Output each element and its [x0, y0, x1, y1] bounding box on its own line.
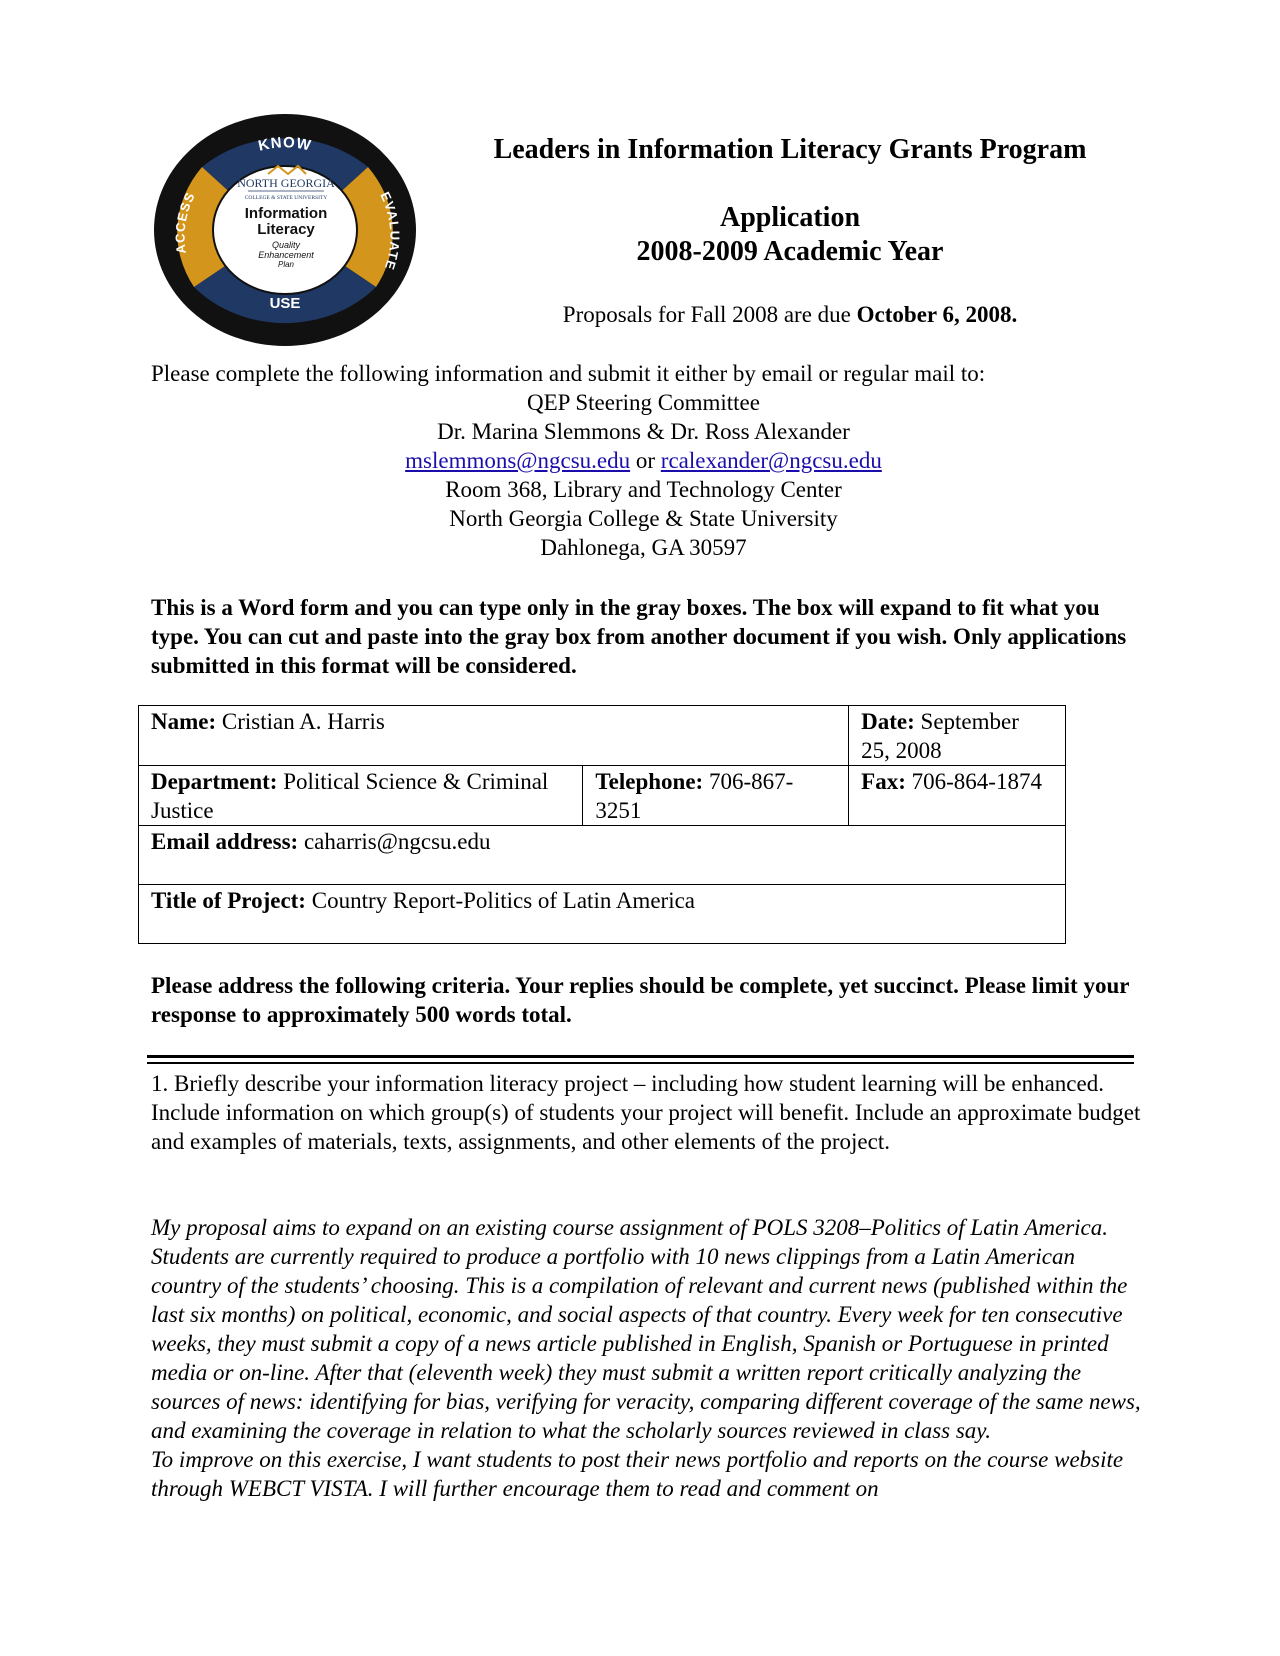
answer-1[interactable]: [151, 1213, 1141, 1503]
logo-word-evaluate: EVALUATE: [377, 189, 403, 273]
telephone-cell[interactable]: [583, 766, 849, 826]
room-line: Room 368, Library and Technology Center: [445, 477, 842, 502]
due-prefix: Proposals for Fall 2008 are due: [562, 302, 857, 327]
contact-emails: [151, 446, 1136, 475]
city-line: Dahlonega, GA 30597: [540, 535, 747, 560]
logo-word-know: KNOW: [256, 134, 314, 155]
answer-paragraph-1: My proposal aims to expand on an existing course assignment of POLS 3208–Politics of Latin America. Students are currently required to produce a portfolio with 10 news clippings from a Latin American country of the students’ choosing. This is a compilation of relevant and current news (published within the last six months) on political, economic, and social aspects of that country. Every week for ten consecutive weeks, they must submit a copy of a news article published in English, Spanish or Portuguese in printed media or on-line. After that (eleventh week) they must submit a written report critically analyzing the sources of news: identifying for bias, verifying for veracity, comparing different coverage of the same news, and examining the coverage in relation to what the scholarly sources reviewed in class say.: [151, 1215, 1141, 1443]
project-title-cell[interactable]: [139, 885, 1066, 944]
form-notice: This is a Word form and you can type only in the gray boxes. The box will expand to fit what you type. You can cut and paste into the gray box from another document if you wish. Only applications submitted in this format will be considered.: [151, 595, 1127, 678]
name-cell[interactable]: [139, 706, 849, 766]
name-label: Name:: [151, 709, 217, 734]
logo-center-line2: Literacy: [257, 221, 315, 238]
applicant-info-table: [138, 705, 1066, 944]
department-value: Political Science & Criminal Justice: [151, 769, 549, 823]
logo-word-access: ACCESS: [172, 189, 198, 255]
logo-center-line1: Information: [244, 205, 328, 222]
application-heading: Application: [719, 202, 861, 233]
logo-plan-line3: Plan: [277, 260, 295, 269]
email-link-alexander[interactable]: rcalexander@ngcsu.edu: [660, 448, 882, 473]
logo-plan-line1: Quality: [271, 240, 301, 250]
qep-logo: [150, 112, 420, 348]
program-title: Leaders in Information Literacy Grants Program: [493, 134, 1087, 165]
answer-paragraph-2: To improve on this exercise, I want students to post their news portfolio and reports on the course website through WEBCT VISTA. I will further encourage them to read and comment on: [151, 1447, 1124, 1501]
department-label: Department:: [151, 769, 278, 794]
telephone-value: 706-867-3251: [595, 769, 794, 823]
due-date: October 6, 2008.: [856, 302, 1018, 327]
date-cell[interactable]: [849, 706, 1066, 766]
fax-value: 706-864-1874: [905, 769, 1042, 794]
logo-plan-line2: Enhancement: [258, 250, 314, 260]
logo-word-use: USE: [269, 295, 301, 312]
email-label: Email address:: [151, 829, 299, 854]
question-1: 1. Briefly describe your information literacy project – including how student learning will be enhanced. Include information on which group(s) of students your project will benefit. Include an approximate budget and examples of materials, texts, assignments, and other elements of the project.: [151, 1071, 1141, 1154]
email-separator: or: [630, 448, 661, 473]
project-title-label: Title of Project:: [151, 888, 306, 913]
submission-instructions: Please complete the following information and submit it either by email or regular mail to:: [151, 361, 986, 386]
project-title-value: Country Report-Politics of Latin America: [305, 888, 695, 913]
due-date-line: [430, 302, 1150, 328]
email-value: caharris@ngcsu.edu: [298, 829, 491, 854]
logo-graphic: [150, 112, 420, 348]
section-divider-thick: [147, 1055, 1134, 1058]
email-link-slemmons[interactable]: mslemmons@ngcsu.edu: [405, 448, 631, 473]
logo-school-sub: COLLEGE & STATE UNIVERSITY: [244, 195, 328, 201]
date-value: September 25, 2008: [861, 709, 1019, 763]
college-line: North Georgia College & State University: [449, 506, 838, 531]
contact-names: Dr. Marina Slemmons & Dr. Ross Alexander: [437, 419, 850, 444]
committee-name: QEP Steering Committee: [527, 390, 760, 415]
name-value: Cristian A. Harris: [216, 709, 385, 734]
fax-label: Fax:: [861, 769, 906, 794]
logo-school-name: NORTH GEORGIA: [237, 176, 335, 190]
fax-cell[interactable]: [849, 766, 1066, 826]
criteria-instructions: Please address the following criteria. Your replies should be complete, yet succinct. Please limit your response to approximately 500 words total.: [151, 973, 1130, 1027]
mailing-address: [151, 388, 1136, 562]
email-cell[interactable]: [139, 826, 1066, 885]
academic-year-heading: 2008-2009 Academic Year: [636, 236, 944, 267]
department-cell[interactable]: [139, 766, 583, 826]
section-divider-thin: [147, 1062, 1134, 1064]
telephone-label: Telephone:: [595, 769, 704, 794]
date-label: Date:: [861, 709, 915, 734]
